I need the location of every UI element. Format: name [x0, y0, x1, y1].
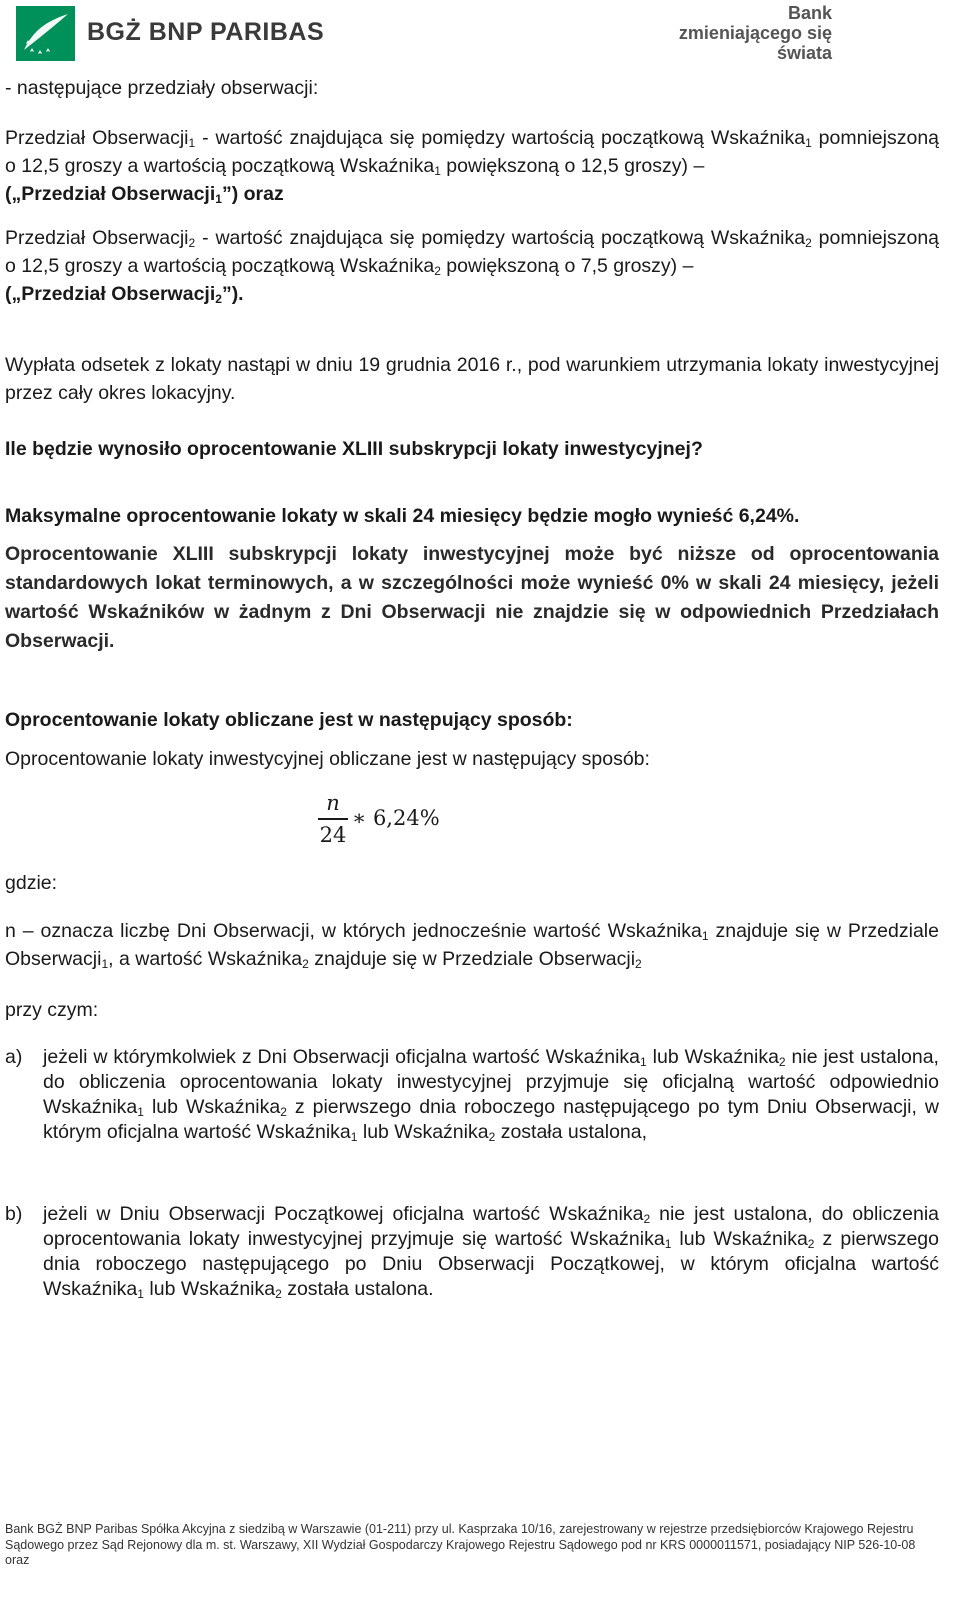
subscript: 1	[101, 957, 109, 971]
n-def-text: , a wartość Wskaźnika	[108, 948, 303, 970]
range2-text: powiększoną o 7,5 groszy) –	[440, 255, 694, 277]
subscript: 2	[805, 236, 812, 250]
gdzie-label: gdzie:	[5, 872, 58, 894]
item-a-text: lub Wskaźnika	[646, 1046, 779, 1068]
observation-range-2	[5, 224, 939, 308]
subscript: 2	[275, 1287, 282, 1301]
item-a-text: lub Wskaźnika	[357, 1121, 489, 1143]
item-a-text: została ustalona,	[495, 1121, 648, 1143]
range1-bold: ”) oraz	[221, 183, 284, 205]
range2-bold: („Przedział Obserwacji	[5, 283, 216, 305]
subscript: 1	[215, 192, 222, 206]
list-text	[43, 1202, 939, 1302]
range2-text: pomniejszoną o 12,5 groszy a wartością początkową Wskaźnika	[5, 227, 940, 277]
subscript: 2	[643, 1212, 651, 1226]
item-b-text: została ustalona.	[281, 1278, 434, 1300]
range1-text: Przedział Obserwacji	[5, 127, 189, 149]
item-a-text: nie jest ustalona, do obliczenia oprocentowania lokaty inwestycyjnej przyjmuje się oficjalną wartość odpowiednio Wskaźnika	[43, 1046, 939, 1118]
warning-paragraph: Oprocentowanie XLIII subskrypcji lokaty inwestycyjnej może być niższe od oprocentowania standardowych lokat terminowych, a w szczególności może wynieść 0% w skali 24 miesięcy, jeżeli wartość Wskaźników w żadnym z Dni Obserwacji nie znajdzie się w odpowiednich Przedziałach Obserwacji.	[5, 543, 939, 652]
subscript: 1	[640, 1055, 647, 1069]
item-a-text: z pierwszego dnia roboczego następującego po tym Dniu Obserwacji, w którym oficjalna wartość Wskaźnika	[43, 1096, 939, 1143]
subscript: 1	[137, 1105, 144, 1119]
item-b-text: lub Wskaźnika	[671, 1228, 808, 1250]
list-item-b	[5, 1202, 939, 1302]
payout-paragraph: Wypłata odsetek z lokaty nastąpi w dniu 19 grudnia 2016 r., pod warunkiem utrzymania lokaty inwestycyjnej przez cały okres lokacyjny.	[5, 354, 939, 404]
subscript: 1	[137, 1287, 144, 1301]
subscript: 1	[805, 136, 812, 150]
subscript: 1	[701, 929, 709, 943]
subscript: 2	[488, 1130, 496, 1144]
subscript: 2	[635, 957, 642, 971]
formula-multiplier: ∗ 6,24%	[352, 806, 440, 830]
przy-czym-label: przy czym:	[5, 999, 99, 1021]
list-item-a	[5, 1045, 939, 1145]
item-b-text: nie jest ustalona, do obliczenia oprocentowania lokaty inwestycyjnej przyjmuje się wartość Wskaźnika	[43, 1203, 939, 1250]
n-def-text: znajduje się w Przedziale Obserwacji	[5, 920, 939, 970]
slogan-line: Bank	[787, 3, 832, 23]
formula-numerator: n	[326, 791, 340, 815]
range2-text: - wartość znajdująca się pomiędzy wartością początkową Wskaźnika	[195, 227, 806, 249]
subscript: 1	[434, 164, 441, 178]
item-b-text: jeżeli w Dniu Obserwacji Początkowej oficjalna wartość Wskaźnika	[43, 1203, 644, 1225]
subscript: 1	[188, 136, 196, 150]
question-heading: Ile będzie wynosiło oprocentowanie XLIII subskrypcji lokaty inwestycyjnej?	[5, 438, 703, 460]
subscript: 2	[302, 957, 309, 971]
n-definition	[5, 917, 939, 973]
calc-heading: Oprocentowanie lokaty obliczane jest w następujący sposób:	[5, 709, 573, 731]
fraction-bar	[318, 818, 348, 820]
subscript: 2	[807, 1237, 815, 1251]
range2-bold: ”).	[221, 283, 244, 305]
subscript: 2	[778, 1055, 786, 1069]
subscript: 2	[434, 264, 441, 278]
subscript: 1	[664, 1237, 672, 1251]
subscript: 1	[350, 1130, 358, 1144]
subscript: 2	[188, 236, 196, 250]
range1-text: - wartość znajdująca się pomiędzy wartością początkową Wskaźnika	[195, 127, 806, 149]
slogan-line: zmieniającego się	[678, 23, 832, 43]
calc-intro: Oprocentowanie lokaty inwestycyjnej obliczane jest w następujący sposób:	[5, 748, 650, 770]
subscript: 2	[215, 292, 222, 306]
list-label: b)	[5, 1203, 23, 1225]
n-def-text: n – oznacza liczbę Dni Obserwacji, w których jednocześnie wartość Wskaźnika	[5, 920, 702, 942]
item-b-text: lub Wskaźnika	[143, 1278, 276, 1300]
brand-name: BGŻ BNP PARIBAS	[87, 18, 325, 46]
item-a-text: lub Wskaźnika	[143, 1096, 281, 1118]
range2-text: Przedział Obserwacji	[5, 227, 189, 249]
list-label: a)	[5, 1046, 23, 1068]
n-def-text: znajduje się w Przedziale Obserwacji	[308, 948, 636, 970]
range1-text: pomniejszoną o 12,5 groszy a wartością początkową Wskaźnika	[5, 127, 940, 177]
slogan-line: świata	[776, 43, 832, 63]
intro-line: - następujące przedziały obserwacji:	[5, 77, 319, 99]
list-text	[43, 1045, 939, 1145]
formula-denominator: 24	[319, 822, 347, 847]
observation-range-1	[5, 124, 939, 208]
bank-logo-icon	[16, 6, 75, 61]
legal-footer: Bank BGŻ BNP Paribas Spółka Akcyjna z siedzibą w Warszawie (01-211) przy ul. Kasprzaka 10/16, zarejestrowany w rejestrze przedsiębiorców Krajowego Rejestru Sądowego przez Sąd Rejonowy dla m. st. Warszawy, XII Wydział Gospodarczy Krajowego Rejestru Sądowego pod nr KRS 0000011571, posiadający NIP 526-10-08 oraz	[5, 1522, 916, 1567]
subscript: 2	[280, 1105, 287, 1119]
max-rate-paragraph: Maksymalne oprocentowanie lokaty w skali 24 miesięcy będzie mogło wynieść 6,24%.	[5, 505, 800, 527]
range1-bold: („Przedział Obserwacji	[5, 183, 216, 205]
item-a-text: jeżeli w którymkolwiek z Dni Obserwacji oficjalna wartość Wskaźnika	[43, 1046, 641, 1068]
slogan	[679, 3, 832, 63]
item-b-text: z pierwszego dnia roboczego następującego po Dniu Obserwacji Początkowej, w którym oficjalna wartość Wskaźnika	[43, 1228, 939, 1300]
page-header	[0, 0, 960, 70]
formula-fraction	[318, 790, 348, 848]
range1-text: powiększoną o 12,5 groszy) –	[440, 155, 705, 177]
